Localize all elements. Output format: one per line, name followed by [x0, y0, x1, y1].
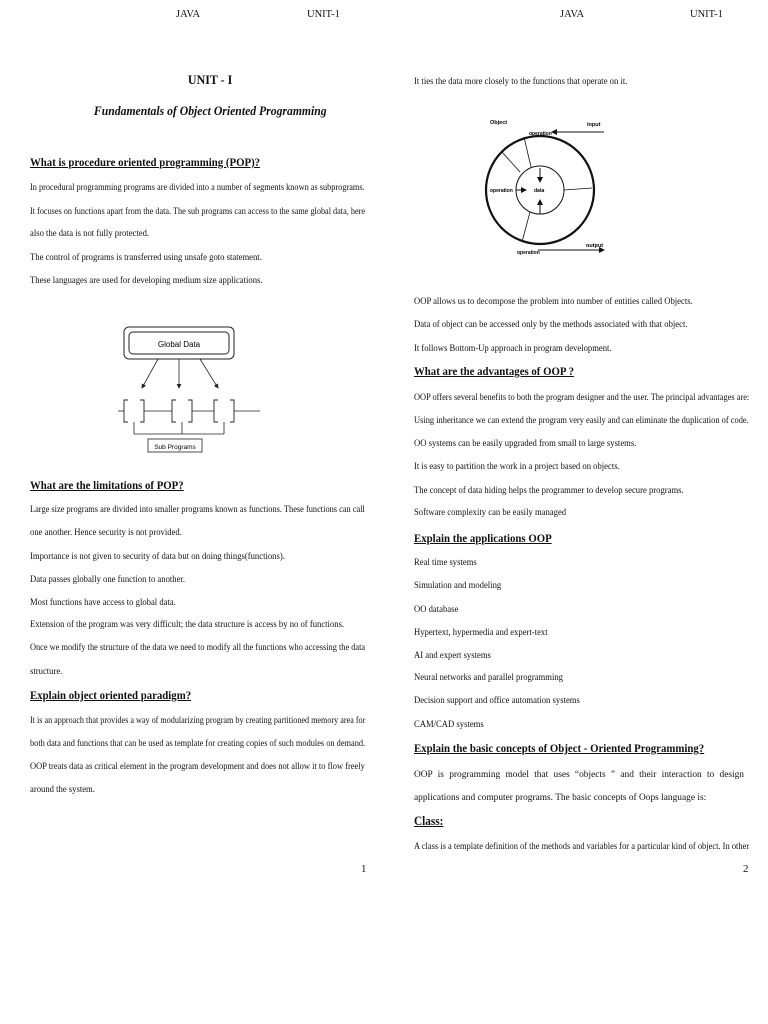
text-line: Using inheritance we can extend the program very easily and can eliminate the duplication of code. — [414, 416, 749, 426]
text-line: It follows Bottom-Up approach in program development. — [414, 344, 612, 354]
text-line: Once we modify the structure of the data we need to modify all the functions who accessing the data — [30, 643, 366, 653]
text-line: Large size programs are divided into smaller programs known as functions. These functions can call — [30, 505, 365, 515]
output-label: output — [586, 243, 604, 249]
text-line: one another. Hence security is not provided. — [30, 528, 182, 538]
text-line: OO systems can be easily upgraded from small to large systems. — [414, 439, 637, 449]
text-line: structure. — [30, 667, 63, 677]
application-item: Simulation and modeling — [414, 581, 502, 591]
header-unit: UNIT-1 — [307, 9, 340, 20]
text-line: Importance is not given to security of data but on doing things(functions). — [30, 552, 285, 562]
header-subject: JAVA — [176, 9, 201, 20]
text-line: Most functions have access to global data. — [30, 598, 176, 608]
input-label: input — [587, 122, 601, 128]
operation-bottom-label: operation — [517, 250, 540, 256]
sub-programs-label: Sub Programs — [154, 444, 196, 451]
text-line: In procedural programming programs are divided into a number of segments known as subprograms. — [30, 183, 365, 193]
pop-heading: What is procedure oriented programming (POP)? — [30, 155, 261, 169]
text-line: It is an approach that provides a way of modularizing program by creating partitioned memory area for — [30, 716, 366, 726]
application-item: Real time systems — [414, 558, 477, 568]
header-subject: JAVA — [560, 9, 585, 20]
data-label: data — [534, 188, 545, 194]
paradigm-heading: Explain object oriented paradigm? — [30, 688, 192, 702]
class-text: A class is a template definition of the methods and variables for a particular kind of object. In other — [414, 842, 750, 852]
text-line: both data and functions that can be used as template for creating copies of such modules on demand. — [30, 739, 366, 749]
text-line: Data of object can be accessed only by the methods associated with that object. — [414, 320, 688, 330]
text-line: These languages are used for developing medium size applications. — [30, 276, 263, 286]
unit-title: UNIT - I — [187, 72, 233, 87]
advantages-heading: What are the advantages of OOP ? — [414, 364, 575, 378]
page-number: 2 — [743, 863, 749, 875]
right-page — [384, 0, 768, 1024]
intro-line: It ties the data more closely to the functions that operate on it. — [414, 77, 628, 87]
limitations-heading: What are the limitations of POP? — [30, 478, 184, 492]
applications-heading: Explain the applications OOP — [414, 531, 552, 545]
text-line: OOP treats data as critical element in the program development and does not allow it to flow freely — [30, 762, 365, 772]
application-item: CAM/CAD systems — [414, 720, 484, 730]
text-line: OOP allows us to decompose the problem into number of entities called Objects. — [414, 297, 693, 307]
concepts-heading: Explain the basic concepts of Object - Oriented Programming? — [414, 741, 705, 755]
text-line: Software complexity can be easily managed — [414, 508, 567, 518]
text-line: The control of programs is transferred using unsafe goto statement. — [30, 253, 262, 263]
text-line: The concept of data hiding helps the programmer to develop secure programs. — [414, 486, 684, 496]
text-line: It is easy to partition the work in a project based on objects. — [414, 462, 620, 472]
class-heading: Class: — [414, 814, 444, 828]
text-line: Data passes globally one function to another. — [30, 575, 185, 585]
application-item: Decision support and office automation systems — [414, 696, 580, 706]
text-line: It focuses on functions apart from the data. The sub programs can access to the same global data, here — [30, 207, 366, 217]
unit-subtitle: Fundamentals of Object Oriented Programming — [93, 103, 327, 118]
text-line: OOP offers several benefits to both the program designer and the user. The principal advantages are: — [414, 393, 750, 403]
concepts-paragraph: OOP is programming model that uses “objects ” and their interaction to design applications and computer programs. The basic concepts of Oops language is: — [414, 770, 744, 803]
application-item: Neural networks and parallel programming — [414, 673, 563, 683]
application-item: OO database — [414, 605, 459, 615]
pop-diagram — [118, 322, 268, 456]
page-number: 1 — [361, 863, 367, 875]
application-item: Hypertext, hypermedia and expert-text — [414, 628, 548, 638]
operation-left-label: operation — [490, 188, 513, 194]
application-item: AI and expert systems — [414, 651, 491, 661]
text-line: Extension of the program was very difficult; the data structure is access by no of functions. — [30, 620, 345, 630]
object-diagram — [482, 110, 632, 278]
header-unit: UNIT-1 — [690, 9, 723, 20]
global-data-label: Global Data — [157, 340, 201, 349]
object-label: Object — [490, 120, 508, 126]
text-line: around the system. — [30, 785, 95, 795]
operation-top-label: operation — [529, 131, 552, 137]
text-line: also the data is not fully protected. — [30, 229, 150, 239]
